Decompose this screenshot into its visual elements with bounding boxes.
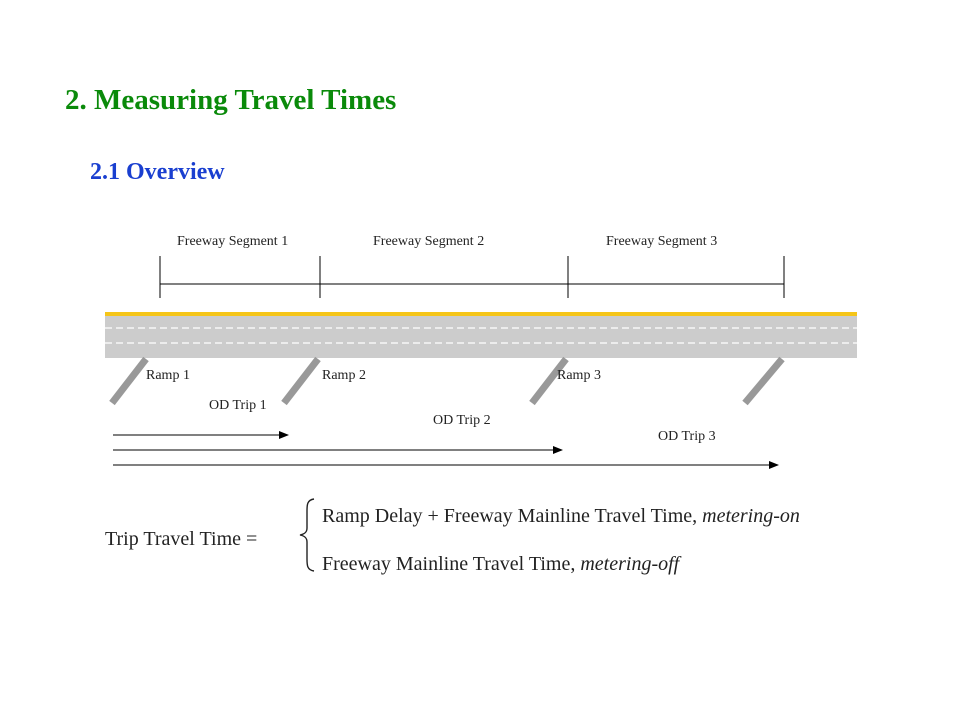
trip-label-1: OD Trip 1 [209,398,267,413]
trip-label-3: OD Trip 3 [658,429,716,444]
ramp-label-3: Ramp 3 [557,368,601,383]
trip-label-2: OD Trip 2 [433,413,491,428]
case1-expression: Ramp Delay + Freeway Mainline Travel Time, [322,505,698,527]
case1-condition: metering-on [702,505,800,527]
ramp-4 [745,359,782,403]
segment-label-3: Freeway Segment 3 [606,234,718,249]
segment-label-2: Freeway Segment 2 [373,234,485,249]
road-surface [105,314,857,358]
case2-expression: Freeway Mainline Travel Time, [322,553,576,575]
page-title: 2. Measuring Travel Times [65,84,397,116]
case2-condition: metering-off [580,553,680,575]
section-subtitle: 2.1 Overview [90,159,225,185]
ramp-label-1: Ramp 1 [146,368,190,383]
segment-boundaries [160,256,784,298]
formula-lhs: Trip Travel Time = [105,528,258,550]
ramp-label-2: Ramp 2 [322,368,366,383]
road-shoulder [105,312,857,316]
formula-case-metering-on [322,505,800,528]
freeway-mainline [105,312,857,358]
formula-case-metering-off [322,553,679,576]
left-brace-icon [296,497,318,573]
ramp-1 [112,359,146,403]
ramps [112,359,782,403]
ramp-2 [284,359,318,403]
segment-label-1: Freeway Segment 1 [177,234,289,249]
